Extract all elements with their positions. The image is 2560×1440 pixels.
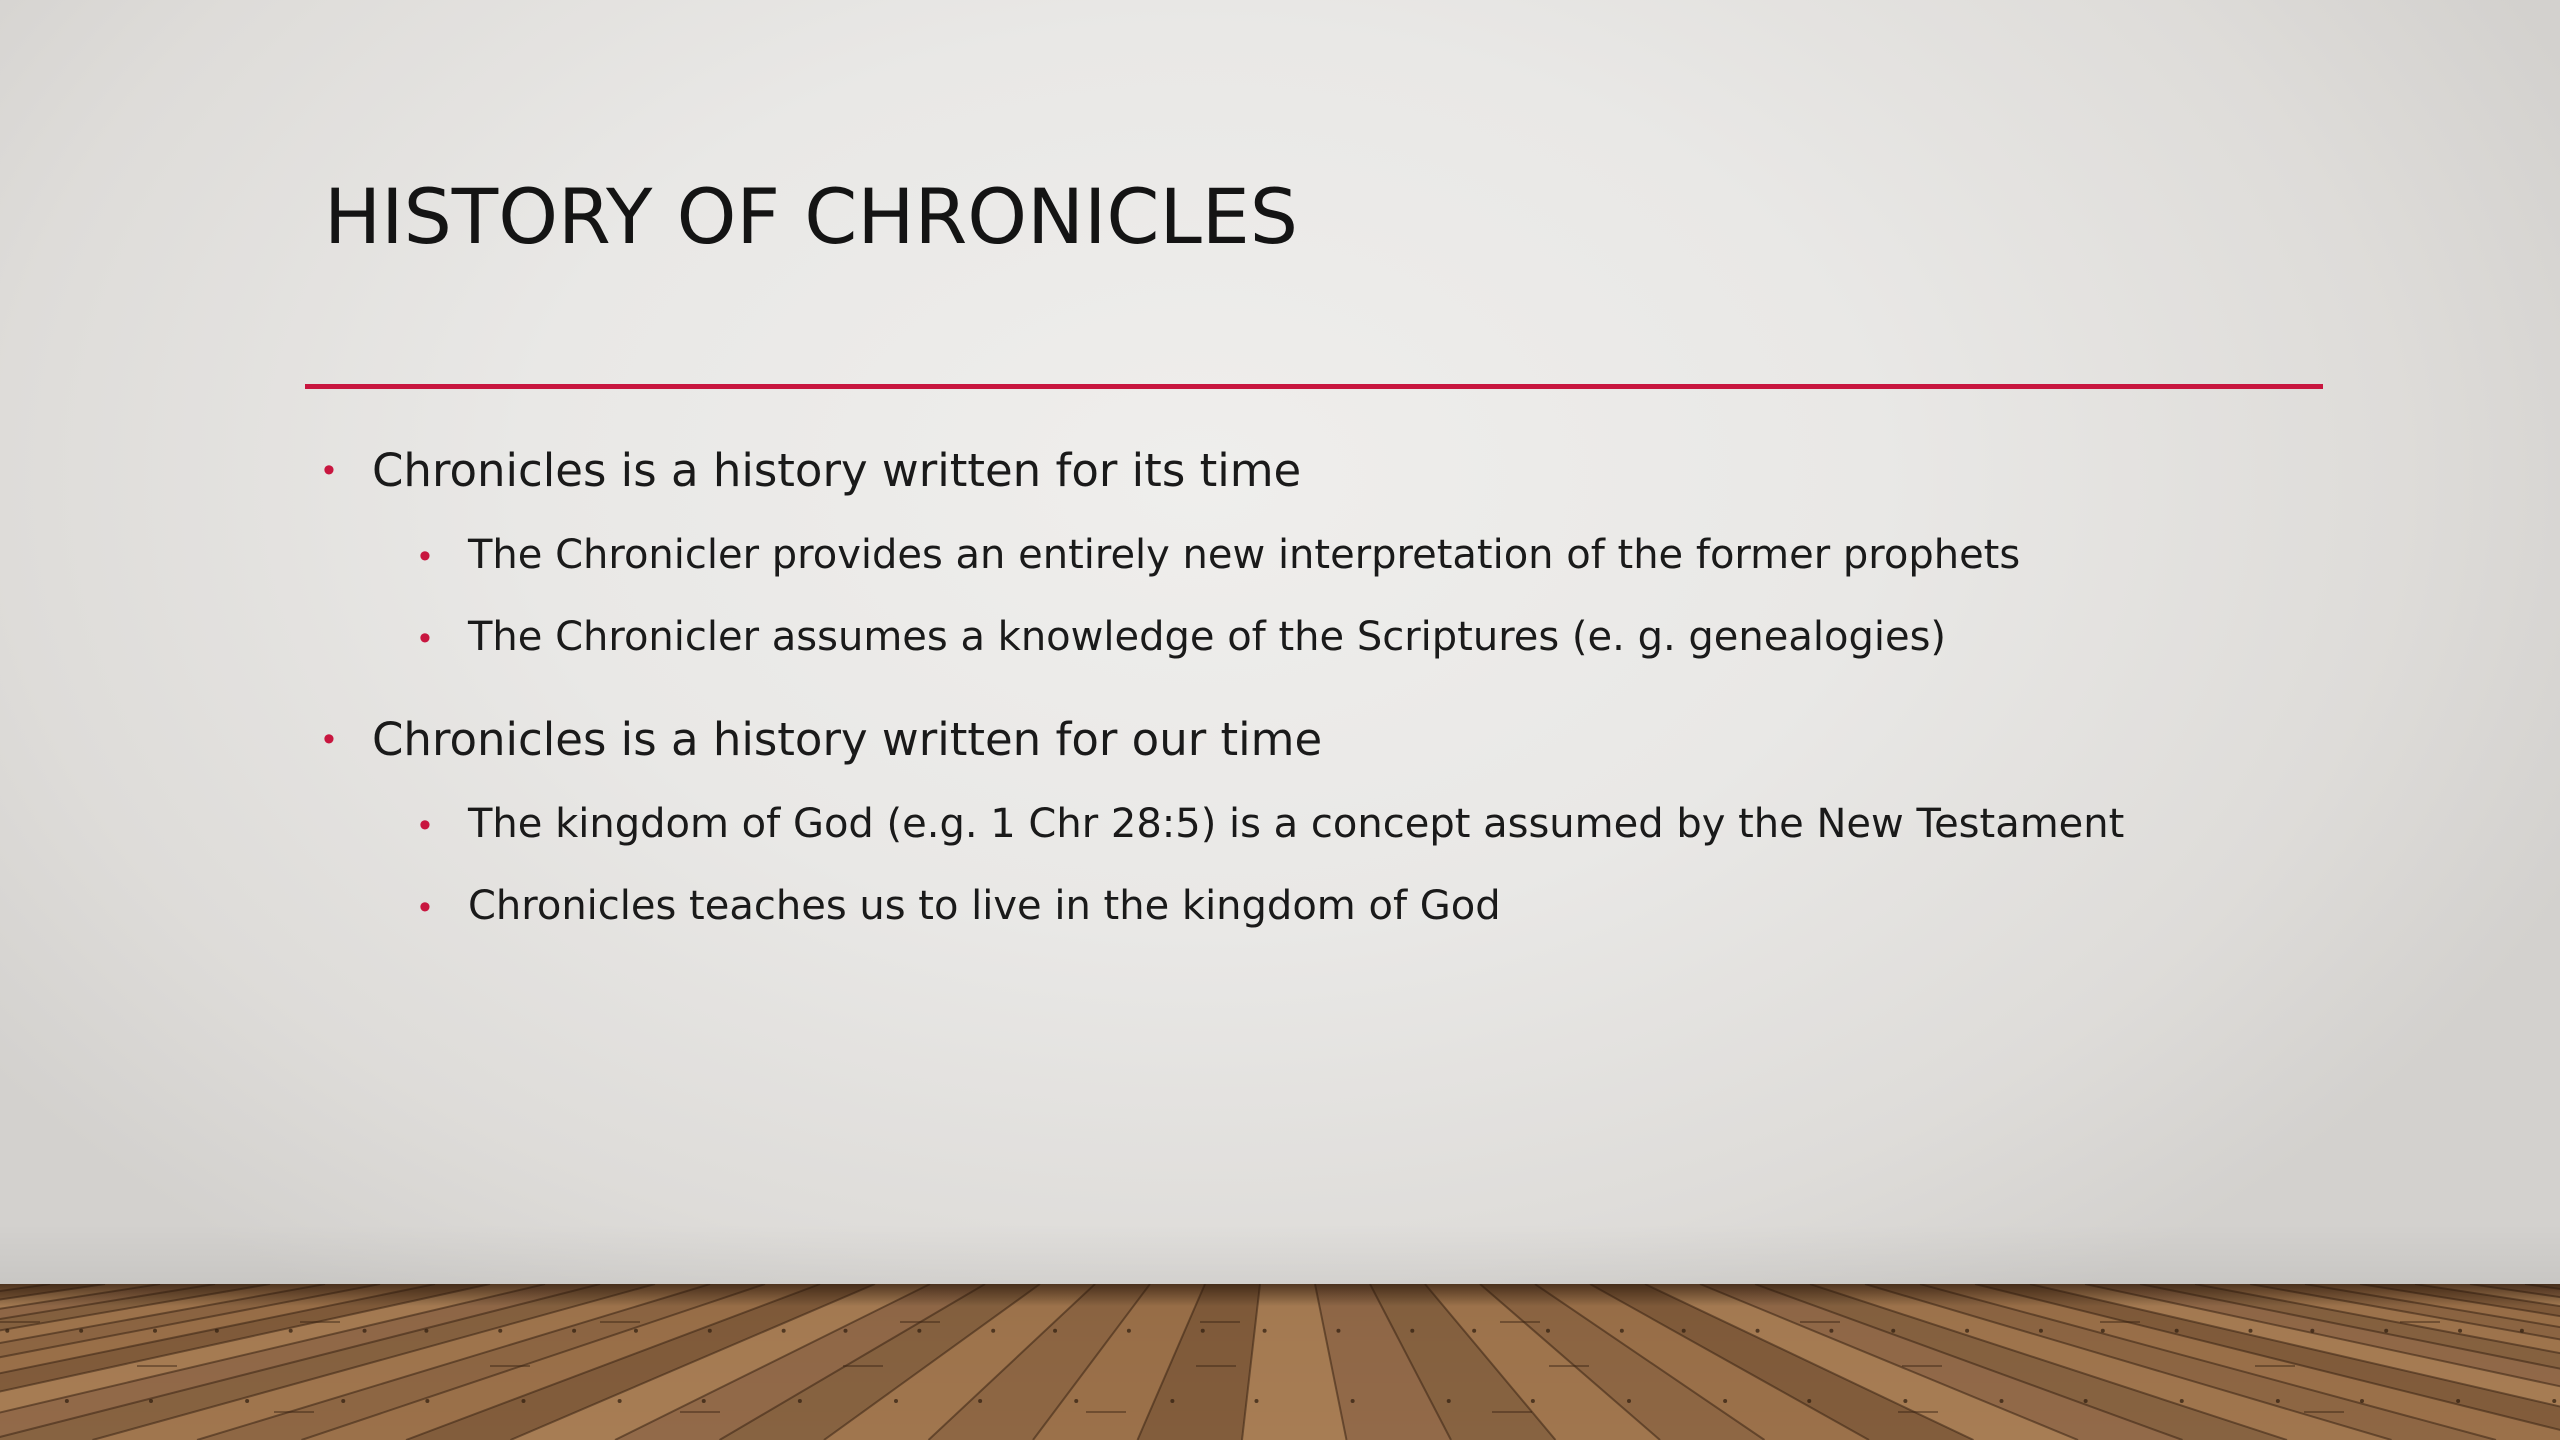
bullet-icon: • — [323, 720, 335, 758]
nail-dot — [1723, 1399, 1727, 1403]
nail-dot — [798, 1399, 802, 1403]
floor-shadow — [0, 1284, 2560, 1306]
nail-dot — [1053, 1329, 1057, 1333]
nail-dot — [2276, 1399, 2280, 1403]
nail-dot — [1201, 1329, 1205, 1333]
nail-dot — [1807, 1399, 1811, 1403]
nail-dot — [702, 1399, 706, 1403]
nail-dot — [572, 1329, 576, 1333]
nail-dot — [1891, 1329, 1895, 1333]
nail-dot — [2552, 1399, 2556, 1403]
nail-dot — [844, 1329, 848, 1333]
nail-dot — [1965, 1329, 1969, 1333]
nail-dot — [2520, 1329, 2524, 1333]
nail-dot — [1546, 1329, 1550, 1333]
bullet-icon: • — [419, 619, 431, 657]
title-divider — [305, 384, 2323, 389]
nail-dot — [1620, 1329, 1624, 1333]
nail-dot — [5, 1329, 9, 1333]
nail-dot — [1756, 1329, 1760, 1333]
nail-dot — [782, 1329, 786, 1333]
nail-dot — [363, 1329, 367, 1333]
nail-dot — [1255, 1399, 1259, 1403]
bullet-icon: • — [419, 806, 431, 844]
nail-dot — [424, 1329, 428, 1333]
nail-dot — [894, 1399, 898, 1403]
nail-dot — [2180, 1399, 2184, 1403]
sub-point-1-1: The Chronicler provides an entirely new interpretation of the former prophets — [468, 532, 2021, 578]
nail-dot — [2084, 1399, 2088, 1403]
sub-point-2-1: The kingdom of God (e.g. 1 Chr 28:5) is a concept assumed by the New Testament — [468, 801, 2125, 847]
nail-dot — [1829, 1329, 1833, 1333]
bullet-point-2: Chronicles is a history written for our time — [372, 713, 1323, 766]
nail-dot — [245, 1399, 249, 1403]
nail-dot — [79, 1329, 83, 1333]
nail-dot — [2456, 1399, 2460, 1403]
nail-dot — [634, 1329, 638, 1333]
sub-point-1-2: The Chronicler assumes a knowledge of the Scriptures (e. g. genealogies) — [468, 614, 1947, 660]
nail-dot — [1447, 1399, 1451, 1403]
nail-dot — [917, 1329, 921, 1333]
nail-dot — [65, 1399, 69, 1403]
nail-dot — [522, 1399, 526, 1403]
nail-dot — [341, 1399, 345, 1403]
nail-dot — [2458, 1329, 2462, 1333]
nail-dot — [1074, 1399, 1078, 1403]
nail-dot — [1263, 1329, 1267, 1333]
nail-dot — [498, 1329, 502, 1333]
nail-dot — [1472, 1329, 1476, 1333]
bullet-icon: • — [419, 888, 431, 926]
nail-dot — [1410, 1329, 1414, 1333]
bullet-icon: • — [419, 537, 431, 575]
nail-dot — [2101, 1329, 2105, 1333]
nail-dot — [978, 1399, 982, 1403]
floor-planks — [0, 1284, 2560, 1440]
wood-floor — [0, 1284, 2560, 1440]
nail-dot — [1127, 1329, 1131, 1333]
nail-dot — [2039, 1329, 2043, 1333]
nail-dot — [2360, 1399, 2364, 1403]
nail-dot — [289, 1329, 293, 1333]
sub-point-2-2: Chronicles teaches us to live in the kingdom of God — [468, 883, 1501, 929]
nail-dot — [1531, 1399, 1535, 1403]
nail-dot — [2249, 1329, 2253, 1333]
bullet-point-1: Chronicles is a history written for its time — [372, 444, 1302, 497]
nail-dot — [991, 1329, 995, 1333]
nail-dot — [2310, 1329, 2314, 1333]
nail-dot — [153, 1329, 157, 1333]
nail-dot — [708, 1329, 712, 1333]
nail-dot — [2000, 1399, 2004, 1403]
nail-dot — [1682, 1329, 1686, 1333]
nail-dot — [1627, 1399, 1631, 1403]
nail-dot — [2384, 1329, 2388, 1333]
nail-dot — [149, 1399, 153, 1403]
nail-dot — [2175, 1329, 2179, 1333]
nail-dot — [1351, 1399, 1355, 1403]
nail-dot — [1903, 1399, 1907, 1403]
nail-dot — [215, 1329, 219, 1333]
nail-dot — [1336, 1329, 1340, 1333]
nail-dot — [618, 1399, 622, 1403]
nail-dot — [425, 1399, 429, 1403]
bullet-icon: • — [323, 451, 335, 489]
slide-title: HISTORY OF CHRONICLES — [324, 172, 1299, 261]
nail-dot — [1170, 1399, 1174, 1403]
